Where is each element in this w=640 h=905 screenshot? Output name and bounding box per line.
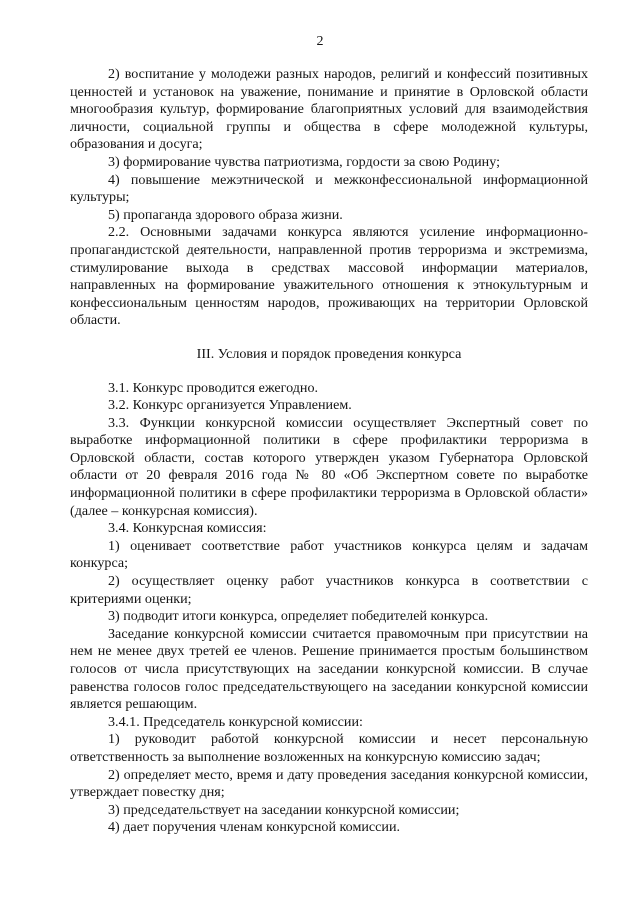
paragraph: 5) пропаганда здорового образа жизни. xyxy=(108,206,343,223)
paragraph: 3.1. Конкурс проводится ежегодно. xyxy=(108,379,319,396)
paragraph: 3.2. Конкурс организуется Управлением. xyxy=(108,397,352,414)
paragraph: 3.4.1. Председатель конкурсной комиссии: xyxy=(108,713,363,730)
paragraph: 1) руководит работой конкурсной комиссии и несет персональную ответственность за выполнение возложенных на конкурсную комиссию задач; xyxy=(70,731,588,765)
paragraph: 1) оценивает соответствие работ участников конкурса целям и задачам конкурса; xyxy=(70,537,588,572)
paragraph: 2) воспитание у молодежи разных народов, религий и конфессий позитивных ценностей и установок на уважение, понимание и принятие в Орловской области многообразия культур, формирование благоприятных условий для взаимодействия личности, социальной группы и общества в сфере молодежной культуры, образования и досуга; xyxy=(70,66,588,153)
page-number: 2 xyxy=(316,34,324,49)
paragraph: 2) определяет место, время и дату проведения заседания конкурсной комиссии, утверждает повестку дня; xyxy=(70,766,588,801)
paragraph: 4) повышение межэтнической и межконфессиональной информационной культуры; xyxy=(70,171,588,206)
paragraph: Заседание конкурсной комиссии считается правомочным при присутствии на нем не менее двух третей ее членов. Решение принимается простым большинством голосов от числа присутствующих на заседании конкурсной комиссии. В случае равенства голосов голос председательствующего на заседании конкурсной комиссии является решающим. xyxy=(70,625,588,713)
paragraph: 2.2. Основными задачами конкурса являются усиление информационно-пропагандистской деятельности, направленной против терроризма и экстремизма, стимулирование выхода в средствах массовой информации материалов, направленных на формирование уважительного отношения к этнокультурным и конфессиональным ценностям народов, проживающих на территории Орловской области. xyxy=(70,224,588,329)
paragraph: 3) подводит итоги конкурса, определяет победителей конкурса. xyxy=(108,608,489,625)
paragraph: 4) дает поручения членам конкурсной комиссии. xyxy=(108,819,401,836)
paragraph: 3) формирование чувства патриотизма, гордости за свою Родину; xyxy=(108,153,501,170)
section-heading: III. Условия и порядок проведения конкурса xyxy=(196,345,462,362)
paragraph: 3.4. Конкурсная комиссия: xyxy=(108,520,267,537)
paragraph: 3) председательствует на заседании конкурсной комиссии; xyxy=(108,801,460,818)
document-body xyxy=(70,66,588,837)
paragraph: 2) осуществляет оценку работ участников конкурса в соответствии с критериями оценки; xyxy=(70,573,588,607)
paragraph: 3.3. Функции конкурсной комиссии осуществляет Экспертный совет по выработке информационной политики в сфере профилактики терроризма в Орловской области, состав которого утвержден указом Губернатора Орловской области от 20 февраля 2016 года № 80 «Об Экспертном совете по выработке информационной политики в сфере профилактики терроризма в Орловской области» (далее – конкурсная комиссия). xyxy=(70,414,588,519)
